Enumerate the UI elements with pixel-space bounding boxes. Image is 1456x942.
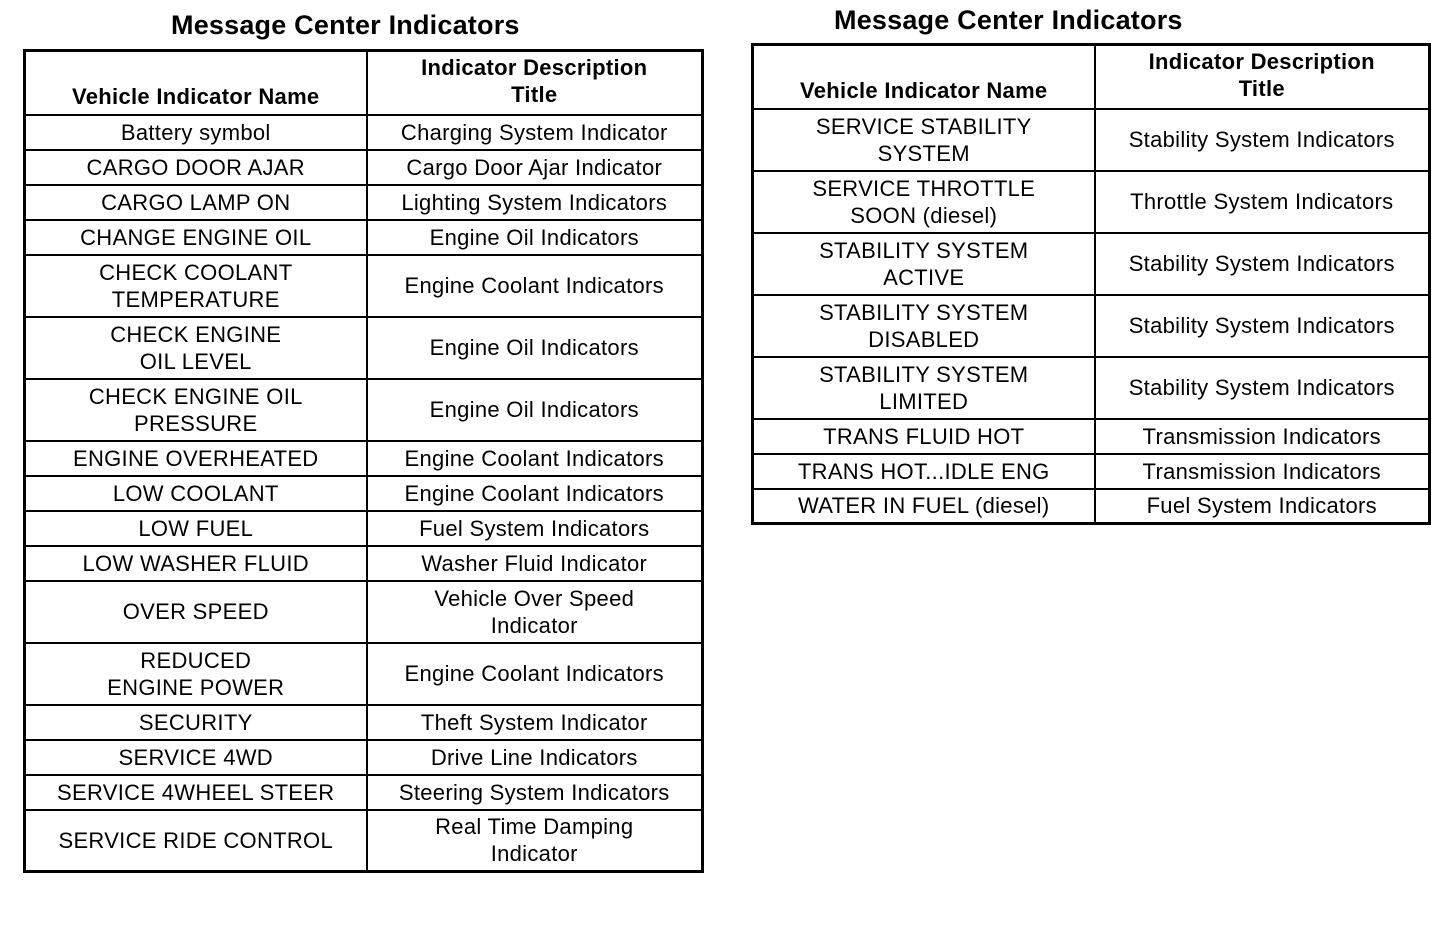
indicator-description-cell: Stability System Indicators [1095, 233, 1430, 295]
indicator-description-cell: Engine Coolant Indicators [367, 255, 703, 317]
vehicle-indicator-name-cell: SERVICE RIDE CONTROL [25, 810, 367, 872]
indicator-description-cell: Washer Fluid Indicator [367, 546, 703, 581]
indicator-description-cell: Steering System Indicators [367, 775, 703, 810]
vehicle-indicator-name-cell: SERVICE 4WD [25, 740, 367, 775]
table-row [25, 379, 703, 441]
table-row [25, 705, 703, 740]
vehicle-indicator-name-cell: SERVICE STABILITY SYSTEM [753, 109, 1095, 171]
table-row [753, 295, 1430, 357]
vehicle-indicator-name-cell: STABILITY SYSTEM ACTIVE [753, 233, 1095, 295]
indicator-description-cell: Stability System Indicators [1095, 295, 1430, 357]
table-row [25, 220, 703, 255]
table-row [25, 810, 703, 872]
vehicle-indicator-name-cell: ENGINE OVERHEATED [25, 441, 367, 476]
table-header-row [753, 45, 1430, 109]
left-table-body [25, 115, 703, 872]
table-row [25, 643, 703, 705]
table-row [753, 454, 1430, 489]
vehicle-indicator-name-cell: CHECK ENGINE OIL PRESSURE [25, 379, 367, 441]
table-row [25, 185, 703, 220]
vehicle-indicator-name-cell: SERVICE 4WHEEL STEER [25, 775, 367, 810]
indicator-description-cell: Charging System Indicator [367, 115, 703, 150]
indicator-description-cell: Stability System Indicators [1095, 109, 1430, 171]
table-row [25, 441, 703, 476]
table-row [753, 171, 1430, 233]
table-row [25, 476, 703, 511]
indicator-description-cell: Transmission Indicators [1095, 419, 1430, 454]
vehicle-indicator-name-cell: Battery symbol [25, 115, 367, 150]
table-row [25, 775, 703, 810]
table-row [753, 419, 1430, 454]
table-row [753, 233, 1430, 295]
column-header-indicator-description-title: Indicator Description Title [367, 51, 703, 115]
vehicle-indicator-name-cell: STABILITY SYSTEM DISABLED [753, 295, 1095, 357]
indicator-description-cell: Real Time Damping Indicator [367, 810, 703, 872]
table-row [753, 357, 1430, 419]
column-header-indicator-description-title: Indicator Description Title [1095, 45, 1430, 109]
left-table-title: Message Center Indicators [171, 10, 520, 40]
vehicle-indicator-name-cell: REDUCED ENGINE POWER [25, 643, 367, 705]
table-row [25, 150, 703, 185]
table-row [25, 255, 703, 317]
vehicle-indicator-name-cell: TRANS FLUID HOT [753, 419, 1095, 454]
table-row [25, 740, 703, 775]
indicator-description-cell: Throttle System Indicators [1095, 171, 1430, 233]
table-row [25, 511, 703, 546]
indicator-description-cell: Cargo Door Ajar Indicator [367, 150, 703, 185]
indicator-description-cell: Stability System Indicators [1095, 357, 1430, 419]
table-header-row [25, 51, 703, 115]
table-row [25, 546, 703, 581]
left-indicator-table [23, 49, 704, 873]
table-row [25, 581, 703, 643]
vehicle-indicator-name-cell: LOW WASHER FLUID [25, 546, 367, 581]
indicator-description-cell: Engine Coolant Indicators [367, 441, 703, 476]
vehicle-indicator-name-cell: TRANS HOT...IDLE ENG [753, 454, 1095, 489]
indicator-description-cell: Vehicle Over Speed Indicator [367, 581, 703, 643]
indicator-description-cell: Engine Oil Indicators [367, 379, 703, 441]
table-row [753, 109, 1430, 171]
table-row [753, 489, 1430, 524]
table-row [25, 115, 703, 150]
table-row [25, 317, 703, 379]
indicator-description-cell: Engine Oil Indicators [367, 220, 703, 255]
right-table-body [753, 109, 1430, 524]
vehicle-indicator-name-cell: CARGO LAMP ON [25, 185, 367, 220]
column-header-vehicle-indicator-name: Vehicle Indicator Name [25, 51, 367, 115]
indicator-description-cell: Lighting System Indicators [367, 185, 703, 220]
indicator-description-cell: Drive Line Indicators [367, 740, 703, 775]
vehicle-indicator-name-cell: CARGO DOOR AJAR [25, 150, 367, 185]
right-indicator-table [751, 43, 1431, 525]
vehicle-indicator-name-cell: LOW FUEL [25, 511, 367, 546]
vehicle-indicator-name-cell: WATER IN FUEL (diesel) [753, 489, 1095, 524]
vehicle-indicator-name-cell: CHECK COOLANT TEMPERATURE [25, 255, 367, 317]
indicator-description-cell: Fuel System Indicators [367, 511, 703, 546]
vehicle-indicator-name-cell: SERVICE THROTTLE SOON (diesel) [753, 171, 1095, 233]
indicator-description-cell: Fuel System Indicators [1095, 489, 1430, 524]
vehicle-indicator-name-cell: SECURITY [25, 705, 367, 740]
indicator-description-cell: Engine Oil Indicators [367, 317, 703, 379]
vehicle-indicator-name-cell: LOW COOLANT [25, 476, 367, 511]
right-table-title: Message Center Indicators [834, 5, 1183, 35]
indicator-description-cell: Transmission Indicators [1095, 454, 1430, 489]
column-header-vehicle-indicator-name: Vehicle Indicator Name [753, 45, 1095, 109]
vehicle-indicator-name-cell: STABILITY SYSTEM LIMITED [753, 357, 1095, 419]
indicator-description-cell: Theft System Indicator [367, 705, 703, 740]
indicator-description-cell: Engine Coolant Indicators [367, 476, 703, 511]
vehicle-indicator-name-cell: OVER SPEED [25, 581, 367, 643]
vehicle-indicator-name-cell: CHECK ENGINE OIL LEVEL [25, 317, 367, 379]
vehicle-indicator-name-cell: CHANGE ENGINE OIL [25, 220, 367, 255]
indicator-description-cell: Engine Coolant Indicators [367, 643, 703, 705]
